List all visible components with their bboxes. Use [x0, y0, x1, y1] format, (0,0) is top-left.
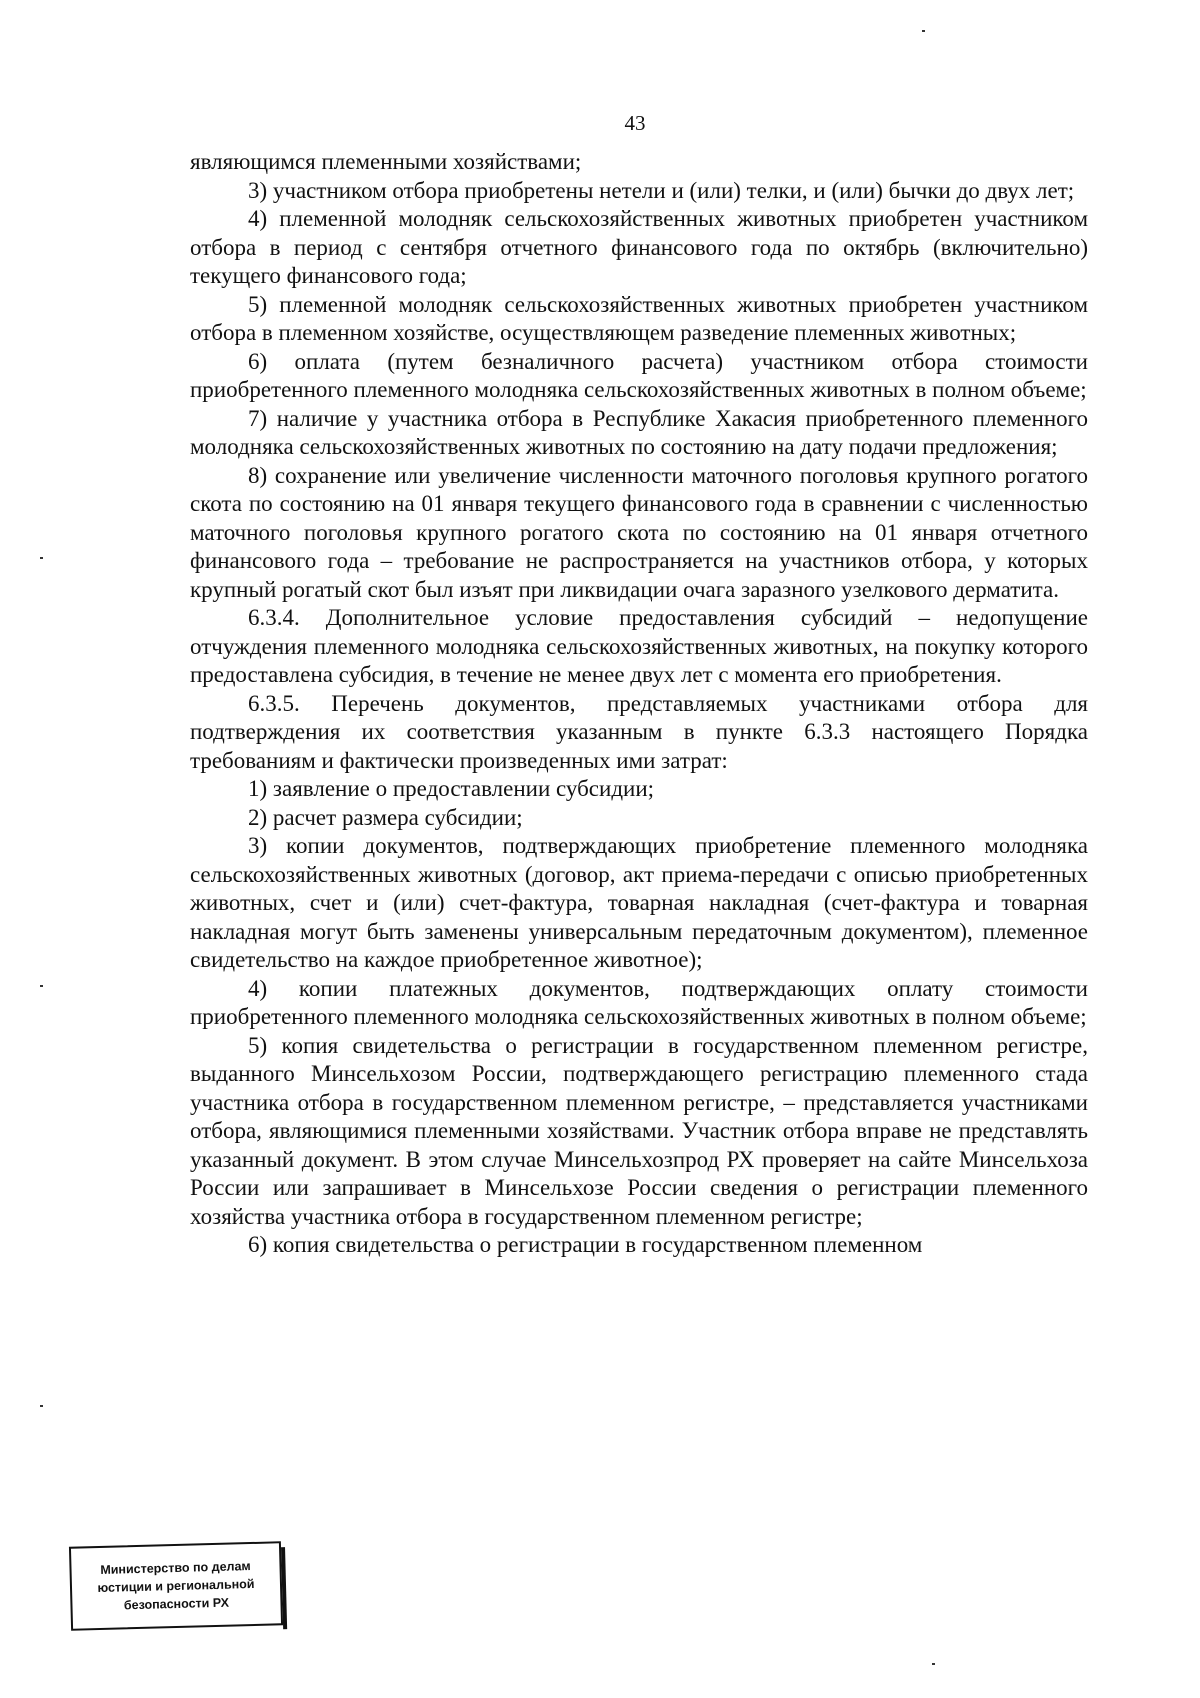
scan-speck — [40, 1405, 43, 1407]
paragraph-item-5: 5) племенной молодняк сельскохозяйственных животных приобретен участником отбора в племенном хозяйстве, осуществляющем разведение племенных животных; — [190, 291, 1088, 345]
paragraph-doc-5: 5) копия свидетельства о регистрации в государственном племенном регистре, выданного Минсельхозом России, подтверждающего регистрацию племенного стада участника отбора в государственном племенном регистре, – представляется участниками отбора, являющимися племенными хозяйствами. Участник отбора вправе не представлять указанный документ. В этом случае Минсельхозпрод РХ проверяет на сайте Минсельхоза России или запрашивает в Минсельхозе России сведения о регистрации племенного хозяйства участника отбора в государственном племенном регистре; — [190, 1032, 1088, 1229]
stamp-line-2: юстиции и региональной — [97, 1576, 255, 1596]
scan-speck — [40, 985, 43, 987]
scan-speck — [932, 1663, 935, 1665]
paragraph-item-6: 6) оплата (путем безналичного расчета) участником отбора стоимости приобретенного племенного молодняка сельскохозяйственных животных в полном объеме; — [190, 348, 1088, 402]
paragraph-doc-2: 2) расчет размера субсидии; — [248, 804, 523, 830]
scan-speck — [922, 30, 925, 32]
page-number: 43 — [624, 111, 646, 135]
document-body — [190, 148, 1088, 1260]
paragraph-6-3-4: 6.3.4. Дополнительное условие предоставления субсидий – недопущение отчуждения племенного молодняка сельскохозяйственных животных, на покупку которого предоставлена субсидия, в течение не менее двух лет с момента его приобретения. — [190, 605, 1088, 687]
scan-speck — [40, 557, 43, 559]
paragraph-doc-6: 6) копия свидетельства о регистрации в государственном племенном — [248, 1232, 923, 1257]
paragraph-continuation: являющимся племенными хозяйствами; — [190, 149, 582, 174]
paragraph-item-8: 8) сохранение или увеличение численности маточного поголовья крупного рогатого скота по состоянию на 01 января текущего финансового года в сравнении с численностью маточного поголовья крупного рогатого скота по состоянию на 01 января отчетного финансового года – требование не распространяется на участников отбора, у которых крупный рогатый скот был изъят при ликвидации очага заразного узелкового дерматита. — [190, 462, 1088, 602]
paragraph-6-3-5: 6.3.5. Перечень документов, представляемых участниками отбора для подтверждения их соответствия указанным в пункте 6.3.3 настоящего Порядка требованиям и фактически произведенных ими затрат: — [190, 690, 1088, 773]
paragraph-doc-3: 3) копии документов, подтверждающих приобретение племенного молодняка сельскохозяйственных животных (договор, акт приема-передачи с описью приобретенных животных, счет и (или) счет-фактура, товарная накладная (счет-фактура и товарная накладная могут быть заменены универсальным передаточным документом), племенное свидетельство на каждое приобретенное животное); — [190, 833, 1088, 972]
stamp-line-3: безопасности РХ — [123, 1595, 230, 1613]
paragraph-item-3: 3) участником отбора приобретены нетели и (или) телки, и (или) бычки до двух лет; — [248, 177, 1075, 203]
ministry-stamp — [69, 1541, 283, 1631]
paragraph-doc-1: 1) заявление о предоставлении субсидии; — [248, 776, 655, 801]
paragraph-item-4: 4) племенной молодняк сельскохозяйственных животных приобретен участником отбора в период с сентября отчетного финансового года по октябрь (включительно) текущего финансового года; — [190, 206, 1088, 288]
paragraph-item-7: 7) наличие у участника отбора в Республике Хакасия приобретенного племенного молодняка сельскохозяйственных животных по состоянию на дату подачи предложения; — [190, 405, 1088, 459]
stamp-line-1: Министерство по делам — [100, 1559, 251, 1577]
paragraph-doc-4: 4) копии платежных документов, подтверждающих оплату стоимости приобретенного племенного молодняка сельскохозяйственных животных в полном объеме; — [190, 975, 1088, 1029]
